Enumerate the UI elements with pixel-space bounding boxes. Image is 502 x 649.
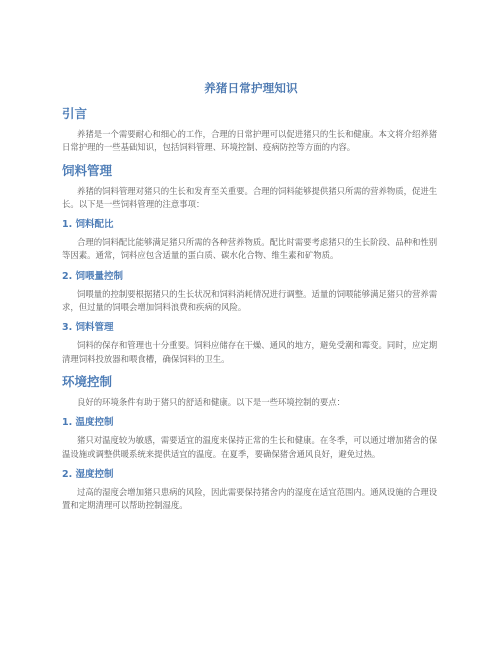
heading-environment-control: 环境控制: [62, 373, 113, 389]
paragraph-temperature-control: 猪只对温度较为敏感，需要适宜的温度来保持正常的生长和健康。在冬季，可以通过增加猪舍的保温设施或调整供暖系统来提供适宜的温度。在夏季，要确保猪舍通风良好，避免过热。: [62, 435, 438, 459]
subheading-feed-storage: 3. 饲料管理: [62, 322, 114, 334]
document-title: 养猪日常护理知识: [204, 81, 298, 95]
paragraph-feed-ratio: 合理的饲料配比能够满足猪只所需的各种营养物质。配比时需要考虑猪只的生长阶段、品种和性别等因素。通常，饲料应包含适量的蛋白质、碳水化合物、维生素和矿物质。: [62, 237, 438, 261]
subheading-feeding-amount: 2. 饲喂量控制: [62, 270, 124, 282]
paragraph-feeding-amount: 饲喂量的控制要根据猪只的生长状况和饲料消耗情况进行调整。适量的饲喂能够满足猪只的营养需求，但过量的饲喂会增加饲料浪费和疾病的风险。: [62, 288, 438, 313]
paragraph-intro: 养猪是一个需要耐心和细心的工作，合理的日常护理可以促进猪只的生长和健康。本文将介绍养猪日常护理的一些基础知识，包括饲料管理、环境控制、疫病防控等方面的内容。: [62, 129, 438, 153]
paragraph-humidity-control: 过高的湿度会增加猪只患病的风险，因此需要保持猪舍内的湿度在适宜范围内。通风设施的合理设置和定期清理可以帮助控制湿度。: [62, 486, 438, 511]
paragraph-environment-control: 良好的环境条件有助于猪只的舒适和健康。以下是一些环境控制的要点：: [77, 396, 345, 407]
paragraph-feed-management: 养猪的饲料管理对猪只的生长和发育至关重要。合理的饲料能够提供猪只所需的营养物质，促进生长。以下是一些饲料管理的注意事项：: [62, 185, 438, 209]
heading-intro: 引言: [62, 106, 88, 121]
paragraph-feed-storage: 饲料的保存和管理也十分重要。饲料应储存在干燥、通风的地方，避免受潮和霉变。同时，应定期清理饲料投放器和喂食槽，确保饲料的卫生。: [62, 340, 438, 364]
subheading-feed-ratio: 1. 饲料配比: [62, 219, 114, 231]
subheading-temperature-control: 1. 温度控制: [62, 417, 114, 429]
subheading-humidity-control: 2. 湿度控制: [62, 468, 114, 480]
heading-feed-management: 饲料管理: [62, 162, 113, 178]
